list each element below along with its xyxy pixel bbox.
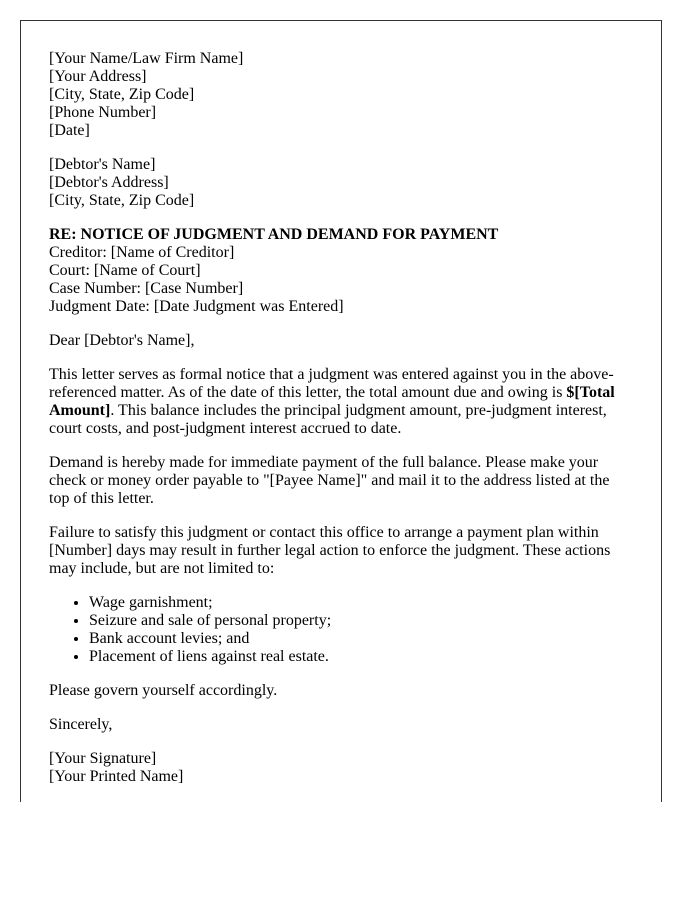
signature: [Your Signature] xyxy=(49,750,157,767)
sender-address: [Your Address] xyxy=(49,68,147,85)
sender-block xyxy=(49,50,633,140)
paragraph-demand: Demand is hereby made for immediate payment of the full balance. Please make your check or money order payable to "[Payee Name]" and mail it to the address listed at the top of this letter. xyxy=(49,454,610,507)
actions-list xyxy=(49,594,633,666)
closing-statement: Please govern yourself accordingly. xyxy=(49,682,278,699)
recipient-block xyxy=(49,156,633,210)
signature-block xyxy=(49,750,633,786)
paragraph-notice-before: This letter serves as formal notice that a judgment was entered against you in the above-referenced matter. As of the date of this letter, the total amount due and owing is xyxy=(49,366,614,401)
list-item: • Wage garnishment; xyxy=(89,594,633,612)
list-item: • Seizure and sale of personal property; xyxy=(89,612,633,630)
total-amount: $[Total Amount] xyxy=(49,384,615,419)
letter-date: [Date] xyxy=(49,122,90,139)
re-court: Court: [Name of Court] xyxy=(49,262,201,279)
sender-phone: [Phone Number] xyxy=(49,104,157,121)
closing: Sincerely, xyxy=(49,716,113,733)
printed-name: [Your Printed Name] xyxy=(49,768,184,785)
sender-name: [Your Name/Law Firm Name] xyxy=(49,50,244,67)
list-item: • Bank account levies; and xyxy=(89,630,633,648)
salutation: Dear [Debtor's Name], xyxy=(49,332,195,349)
paragraph-notice xyxy=(49,366,633,438)
recipient-address: [Debtor's Address] xyxy=(49,174,169,191)
re-judgment-date: Judgment Date: [Date Judgment was Entered] xyxy=(49,298,344,315)
re-title: RE: NOTICE OF JUDGMENT AND DEMAND FOR PAYMENT xyxy=(49,226,499,243)
re-block xyxy=(49,226,633,316)
letter-content xyxy=(21,21,661,786)
recipient-city-state-zip: [City, State, Zip Code] xyxy=(49,192,195,209)
re-creditor: Creditor: [Name of Creditor] xyxy=(49,244,235,261)
re-case-number: Case Number: [Case Number] xyxy=(49,280,244,297)
recipient-name: [Debtor's Name] xyxy=(49,156,156,173)
list-item: • Placement of liens against real estate. xyxy=(89,648,633,666)
paragraph-failure: Failure to satisfy this judgment or contact this office to arrange a payment plan within [Number] days may result in further legal action to enforce the judgment. These actions may include, but are not limited to: xyxy=(49,524,611,577)
sender-city-state-zip: [City, State, Zip Code] xyxy=(49,86,195,103)
paragraph-notice-after: . This balance includes the principal judgment amount, pre-judgment interest, court costs, and post-judgment interest accrued to date. xyxy=(49,402,607,437)
letter-page xyxy=(20,20,662,802)
